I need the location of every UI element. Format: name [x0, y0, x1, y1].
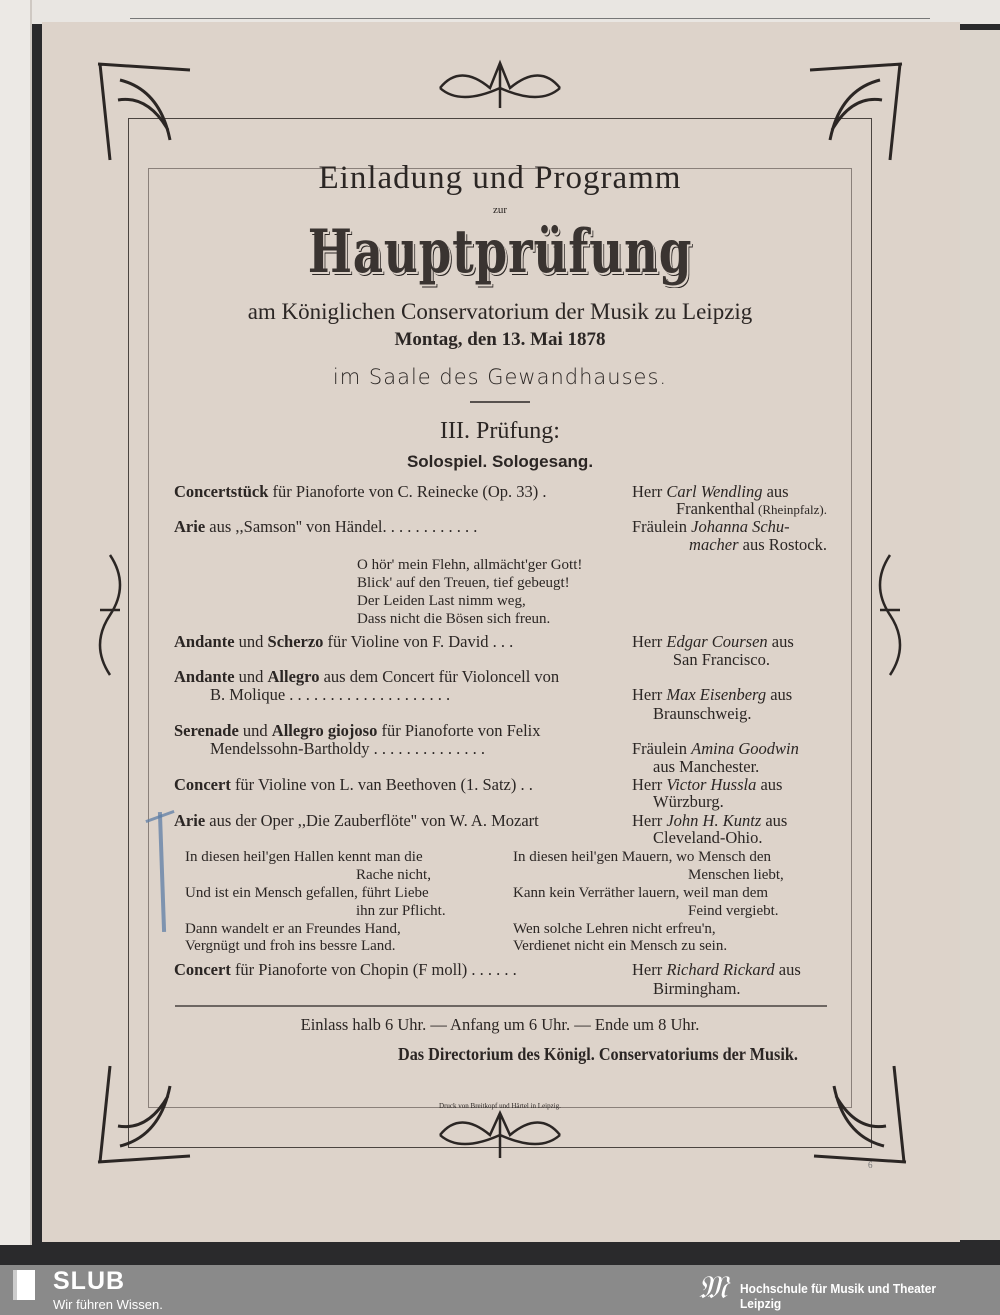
program-item-title: Serenade und Allegro giojoso für Pianoforte von Felix [174, 721, 541, 740]
zur-label: zur [492, 204, 508, 216]
performer-origin: Frankenthal (Rheinpfalz). [675, 499, 827, 518]
exam-number: III. Prüfung: [440, 418, 560, 444]
performer-origin: Birmingham. [653, 979, 741, 998]
performer-origin: Würzburg. [653, 792, 724, 811]
verse-line: Verdienet nicht ein Mensch zu sein. [513, 938, 728, 954]
verse-line: Dass nicht die Bösen sich freun. [357, 611, 551, 627]
performer: Herr Victor Hussla aus [632, 775, 783, 794]
verse-line: Menschen liebt, [688, 867, 784, 883]
performer-origin: macher aus Rostock. [689, 535, 827, 554]
slub-logo-icon [13, 1270, 35, 1300]
verse-line: In diesen heil'gen Hallen kennt man die [185, 849, 423, 865]
verse-line: Rache nicht, [356, 867, 431, 883]
signature: Das Directorium des Königl. Conservatoriums der Musik. [398, 1044, 798, 1064]
verse-line: Und ist ein Mensch gefallen, führt Liebe [185, 885, 429, 901]
printer-note: Druck von Breitkopf und Härtel in Leipzig. [439, 1102, 561, 1110]
hmt-name: Hochschule für Musik und Theater Leipzig [740, 1281, 937, 1311]
verse-line: ihn zur Pflicht. [356, 903, 446, 919]
performer: Herr Richard Rickard aus [632, 960, 801, 979]
date: Montag, den 13. Mai 1878 [394, 329, 606, 350]
program-item-continuation: Mendelssohn-Bartholdy . . . . . . . . . . . . . . [210, 739, 485, 758]
verse-line: In diesen heil'gen Mauern, wo Mensch den [513, 849, 772, 865]
program-item-title: Arie aus ,,Samson'' von Händel. . . . . . . . . . . . [174, 517, 478, 536]
slub-name: SLUB [53, 1267, 126, 1295]
verse-line: Dann wandelt er an Freundes Hand, [185, 921, 401, 937]
verse-line: Kann kein Verräther lauern, weil man dem [513, 885, 769, 901]
performer: Fräulein Johanna Schu- [632, 517, 790, 536]
program-item-title: Andante und Scherzo für Violine von F. David . . . [174, 632, 514, 651]
performer: Herr Edgar Coursen aus [632, 632, 794, 651]
event-times: Einlass halb 6 Uhr. — Anfang um 6 Uhr. — Ende um 8 Uhr. [300, 1015, 700, 1034]
performer: Herr Max Eisenberg aus [632, 685, 793, 704]
venue: im Saale des Gewandhauses. [332, 365, 668, 389]
performer-origin: Braunschweig. [653, 704, 752, 723]
verse-line: Der Leiden Last nimm weg, [357, 593, 526, 609]
verse-line: Vergnügt und froh ins bessre Land. [185, 938, 396, 954]
exam-subtitle: Solospiel. Sologesang. [406, 452, 594, 471]
performer: Herr John H. Kuntz aus [632, 811, 788, 830]
program-item-title: Concertstück für Pianoforte von C. Reinecke (Op. 33) . [174, 482, 547, 501]
verse-line: Feind vergiebt. [688, 903, 779, 919]
hmt-logo-icon: 𝔐 [698, 1268, 728, 1306]
verse-line: Wen solche Lehren nicht erfreu'n, [513, 921, 716, 937]
invitation-title: Einladung und Programm [318, 160, 682, 196]
program-item-title: Concert für Pianoforte von Chopin (F moll) . . . . . . [174, 960, 517, 979]
verse-line: O hör' mein Flehn, allmächt'ger Gott! [357, 557, 583, 573]
program-item-title: Andante und Allegro aus dem Concert für Violoncell von [174, 667, 560, 686]
program-item-title: Concert für Violine von L. van Beethoven (1. Satz) . . [174, 775, 533, 794]
main-title: Hauptprüfung [307, 217, 693, 287]
performer-origin: aus Manchester. [653, 757, 760, 776]
performer: Herr Carl Wendling aus [632, 482, 789, 501]
performer: Fräulein Amina Goodwin [632, 739, 799, 758]
program-item-continuation: B. Molique . . . . . . . . . . . . . . . . . . . . [210, 685, 451, 704]
verse-line: Blick' auf den Treuen, tief gebeugt! [357, 575, 570, 591]
page-number: 6 [868, 1160, 873, 1170]
performer-origin: Cleveland-Ohio. [653, 828, 763, 847]
slub-tagline: Wir führen Wissen. [53, 1297, 163, 1312]
program-item-title: Arie aus der Oper ,,Die Zauberflöte'' von W. A. Mozart [174, 811, 539, 830]
institution: am Königlichen Conservatorium der Musik zu Leipzig [247, 299, 753, 324]
performer-origin: San Francisco. [672, 650, 770, 669]
branding-bar [0, 1265, 1000, 1315]
